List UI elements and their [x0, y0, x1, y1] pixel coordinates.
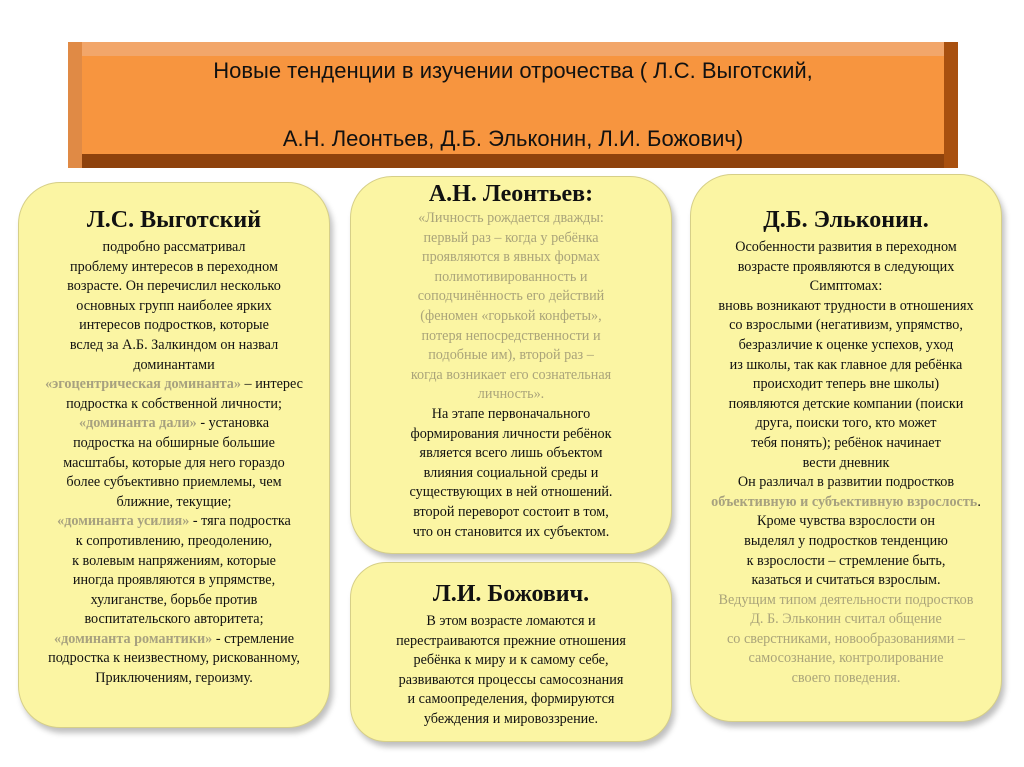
faded-text: со сверстниками, новообразованиями –	[727, 630, 965, 647]
highlighted-term: «доминанта романтики»	[53, 630, 213, 647]
text-line: На этапе первоначального	[431, 405, 591, 422]
text-line	[691, 316, 1001, 336]
text-line	[19, 649, 329, 669]
line-text: основных групп наиболее ярких	[76, 297, 272, 314]
line-text: друга, поиски того, кто может	[755, 415, 937, 432]
text-line	[691, 552, 1001, 572]
text-line: является всего лишь объектом	[419, 445, 603, 462]
line-text: возрасте проявляются в следующих	[737, 258, 955, 275]
vygotsky-heading: Л.С. Выготский	[86, 207, 262, 233]
bozhovich-text	[351, 612, 671, 730]
line-text: - тяга подростка	[189, 513, 291, 530]
line-text: Приключениям, героизму.	[95, 670, 253, 687]
line-text: происходит теперь вне школы)	[752, 376, 940, 393]
text-line: (феномен «горькой конфеты»,	[420, 307, 602, 324]
text-line: ребёнка к миру и к самому себе,	[413, 652, 609, 669]
text-line	[19, 434, 329, 454]
text-line	[19, 591, 329, 611]
line-text: - стремление	[212, 630, 294, 647]
faded-text: Д. Б. Эльконин считал общение	[750, 611, 942, 628]
line-text: подростка на обширные большие	[73, 434, 275, 451]
text-line	[19, 532, 329, 552]
text-line: соподчинённость его действий	[417, 288, 605, 305]
line-text: .	[977, 493, 981, 510]
line-text: к волевым напряжениям, которые	[72, 552, 276, 569]
text-line: перестраиваются прежние отношения	[396, 632, 626, 649]
text-line	[691, 297, 1001, 317]
text-line	[691, 375, 1001, 395]
elkonin-card	[690, 174, 1002, 722]
leontiev-text	[351, 405, 671, 542]
line-text: Симптомах:	[809, 278, 883, 295]
faded-text: своего поведения.	[791, 670, 901, 687]
faded-text: Ведущим типом деятельности подростков	[718, 591, 974, 608]
text-line	[19, 669, 329, 689]
text-line	[19, 630, 329, 650]
text-line	[691, 336, 1001, 356]
line-text: возрасте. Он перечислил несколько	[67, 278, 281, 295]
text-line	[691, 356, 1001, 376]
text-line: влияния социальной среды и	[423, 464, 599, 481]
bozhovich-heading: Л.И. Божович.	[432, 581, 590, 607]
highlighted-term: «доминанта усилия»	[57, 513, 190, 530]
text-line: убеждения и мировоззрение.	[423, 710, 599, 727]
text-line	[19, 297, 329, 317]
text-line	[19, 356, 329, 376]
text-line: первый раз – когда у ребёнка	[423, 229, 599, 246]
text-line	[691, 395, 1001, 415]
text-line: «Личность рождается дважды:	[418, 210, 604, 226]
text-line	[691, 571, 1001, 591]
banner-bevel-left	[68, 42, 82, 168]
text-line	[19, 473, 329, 493]
line-text: вновь возникают трудности в отношениях	[718, 297, 974, 314]
text-line: второй переворот состоит в том,	[413, 503, 609, 520]
text-line	[691, 493, 1001, 513]
title-banner	[68, 42, 958, 168]
vygotsky-card	[18, 182, 330, 728]
text-line	[19, 316, 329, 336]
text-line	[691, 277, 1001, 297]
text-line: и самоопределения, формируются	[407, 691, 615, 708]
text-line: что он становится их субъектом.	[412, 523, 610, 540]
line-text: к сопротивлению, преодолению,	[75, 532, 273, 549]
text-line	[691, 512, 1001, 532]
text-line	[19, 454, 329, 474]
line-text: выделял у подростков тенденцию	[744, 532, 948, 549]
line-text: со взрослыми (негативизм, упрямство,	[729, 317, 963, 334]
text-line: формирования личности ребёнок	[410, 425, 612, 442]
line-text: подростка к неизвестному, рискованному,	[48, 650, 300, 667]
text-line: личность».	[477, 386, 545, 403]
line-text: ближние, текущие;	[116, 493, 232, 510]
line-text: более субъективно приемлемы, чем	[66, 474, 282, 491]
line-text: проблему интересов в переходном	[70, 258, 278, 275]
faded-text: самосознание, контролирование	[748, 650, 944, 667]
text-line	[19, 493, 329, 513]
text-line: подобные им), второй раз –	[428, 347, 594, 364]
leontiev-card	[350, 176, 672, 554]
text-line: В этом возрасте ломаются и	[426, 613, 596, 629]
title-line-1: Новые тенденции в изучении отрочества ( Л.С. Выготский,	[213, 58, 813, 83]
text-line	[691, 591, 1001, 611]
text-line	[691, 610, 1001, 630]
vygotsky-text	[19, 238, 329, 689]
text-line	[19, 336, 329, 356]
highlighted-term: «эгоцентрическая доминанта»	[45, 376, 241, 393]
text-line	[19, 552, 329, 572]
text-line	[691, 454, 1001, 474]
line-text: Он различал в развитии подростков	[737, 474, 955, 491]
line-text: тебя понять); ребёнок начинает	[751, 434, 941, 451]
text-line	[19, 571, 329, 591]
line-text: вслед за А.Б. Залкиндом он назвал	[69, 336, 279, 353]
line-text: подробно рассматривал	[102, 239, 246, 255]
elkonin-heading: Д.Б. Эльконин.	[763, 207, 929, 233]
text-line	[691, 238, 1001, 258]
line-text: появляются детские компании (поиски	[728, 395, 964, 412]
line-text: Кроме чувства взрослости он	[757, 513, 935, 530]
text-line: когда возникает его сознательная	[410, 366, 612, 383]
line-text: - установка	[196, 415, 270, 432]
line-text: к взрослости – стремление быть,	[746, 552, 946, 569]
line-text: интересов подростков, которые	[79, 317, 269, 334]
text-line: полимотивированность и	[434, 268, 588, 285]
text-line	[691, 434, 1001, 454]
text-line	[691, 532, 1001, 552]
line-text: хулиганстве, борьбе против	[90, 591, 258, 608]
bozhovich-card	[350, 562, 672, 742]
text-line	[19, 414, 329, 434]
text-line	[19, 238, 329, 258]
text-line: развиваются процессы самосознания	[398, 671, 624, 688]
banner-bevel-right	[944, 42, 958, 168]
text-line	[691, 414, 1001, 434]
banner-face	[82, 56, 944, 154]
text-line	[19, 277, 329, 297]
text-line	[691, 473, 1001, 493]
highlighted-term: объективную и субъективную взрослость	[711, 493, 978, 510]
elkonin-text	[691, 238, 1001, 689]
page-title	[213, 20, 813, 190]
line-text: масштабы, которые для него гораздо	[63, 454, 285, 471]
text-line	[19, 395, 329, 415]
text-line	[691, 669, 1001, 689]
text-line	[691, 258, 1001, 278]
leontiev-quote	[351, 209, 671, 405]
line-text: безразличие к оценке успехов, уход	[738, 336, 954, 353]
line-text: вести дневник	[802, 454, 890, 471]
line-text: подростка к собственной личности;	[66, 395, 282, 412]
title-line-2: А.Н. Леонтьев, Д.Б. Эльконин, Л.И. Божович)	[282, 126, 744, 151]
text-line: существующих в ней отношений.	[409, 484, 613, 501]
line-text: казаться и считаться взрослым.	[751, 572, 941, 589]
text-line	[19, 258, 329, 278]
line-text: доминантами	[133, 356, 215, 373]
text-line	[19, 512, 329, 532]
line-text: – интерес	[241, 376, 303, 393]
line-text: иногда проявляются в упрямстве,	[72, 572, 276, 589]
text-line: потеря непосредственности и	[421, 327, 601, 344]
text-line	[19, 610, 329, 630]
text-line	[19, 375, 329, 395]
line-text: воспитательского авторитета;	[84, 611, 264, 628]
highlighted-term: «доминанта дали»	[78, 415, 197, 432]
text-line: проявляются в явных формах	[422, 249, 600, 266]
line-text: Особенности развития в переходном	[735, 239, 957, 255]
leontiev-heading: А.Н. Леонтьев:	[428, 181, 594, 207]
text-line	[691, 630, 1001, 650]
text-line	[691, 649, 1001, 669]
line-text: из школы, так как главное для ребёнка	[729, 356, 963, 373]
